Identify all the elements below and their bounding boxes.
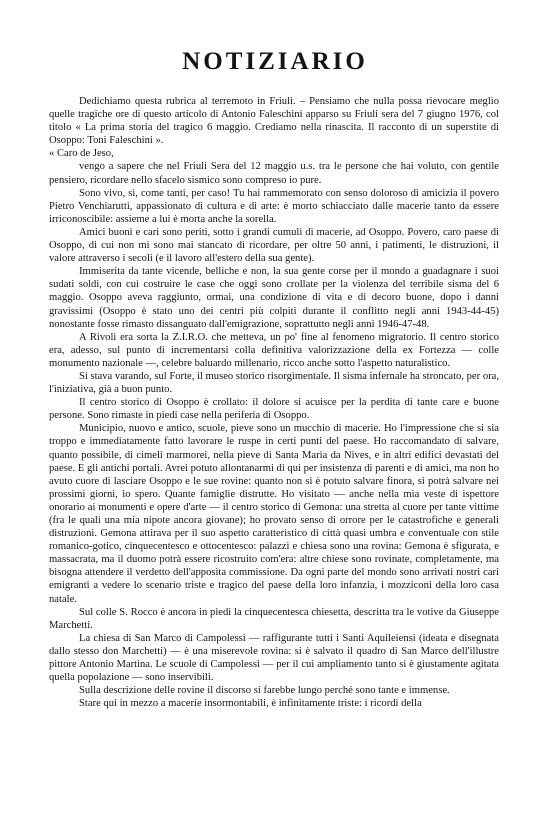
salutation: « Caro de Jeso, <box>49 148 114 160</box>
body-paragraph: Sono vivo, sì, come tanti, per caso! Tu hai rammemorato con senso doloroso di amicizia il povero Pietro Venchiarutti, appassionato di cultura e di arte: è morto schiacciato dalle macerie tanto da essere irriconoscibile: assieme a lui è morta anche la sorella. <box>49 187 499 225</box>
body-paragraph: La chiesa di San Marco di Campolessi — raffigurante tutti i Santi Aquileiensi (ideata e disegnata dallo stesso don Marchetti) — è una miserevole rovina: si è salvato il quadro di San Marco dell'illustre pittore Antonio Martina. Le scuole di Campolessi — per il cui ampliamento tanto si è giustamente agitata quella popolazione — sono inservibili. <box>49 632 499 684</box>
body-paragraph: Sul colle S. Rocco è ancora in piedi la cinquecentesca chiesetta, descritta tra le votive da Giuseppe Marchetti. <box>49 606 499 631</box>
body-paragraph: Amici buoni e cari sono periti, sotto i grandi cumuli di macerie, ad Osoppo. Povero, caro paese di Osoppo, di cui non mi sono mai stancato di ricordare, per oltre 50 anni, i patimenti, le distruzioni, il valore attraverso i secoli (e il lavoro all'estero della sua gente). <box>49 226 499 265</box>
body-paragraph: Immiserita da tante vicende, belliche e non, la sua gente corse per il mondo a guadagnare i suoi sudati soldi, con cui costruire le case che oggi sono crollate per la violenza del terribile sisma del 6 maggio. Osoppo aveva raggiunto, ormai, una condizione di vita e di decoro buone, dopo i danni gravissimi (Osoppo è stato uno dei centri più colpiti durante il conflitto negli anni 1943-44-45) nonostante fosse rimasto dissanguato dall'emigrazione, soprattutto negli anni 1946-47-48. <box>49 266 499 330</box>
intro-paragraph: Dedichiamo questa rubrica al terremoto in Friuli. – Pensiamo che nulla possa rievocare meglio quelle tragiche ore di questo articolo di Antonio Faleschini apparso su Friuli sera del 7 giugno 1976, col titolo « La prima storia del tragico 6 maggio. Crediamo nella rinascita. Il racconto di un superstite di Osoppo: Toni Faleschini ». <box>49 96 499 147</box>
page-title: NOTIZIARIO <box>182 48 368 75</box>
body-paragraph: Stare qui in mezzo a macerie insormontabili, è infinitamente triste: i ricordi della <box>79 698 422 710</box>
body-paragraph: Municipio, nuovo e antico, scuole, pieve sono un mucchio di macerie. Ho l'impressione che si sia troppo e immediatamente fatto lavorare le ruspe in certi punti del paese. Ho raccomandato di salvare, quanto possibile, di cimeli marmorei, nella pieve di Santa Maria da Nives, e in altri edifici devastati del paese. E gli antichi portali. Avrei potuto allontanarmi di qui per insistenza di parenti e di amici, ma non ho avuto cuore di lasciare Osoppo e le sue rovine: quanto non si è potuto salvare finora, si potrà salvare nei prossimi giorni, io spero. Quante famiglie distrutte. Ho visitato — anche nella mia veste di ispettore onorario ai monumenti e opere d'arte — il centro storico di Gemona: una stretta al cuore per tante vittime (fra le quali una mia nipote ancora giovane); ho provato senso di orrore per le catastrofiche e generali distruzioni. Gemona attirava per il suo aspetto caratteristico di città quasi umbra e conventuale con stile romanico-gotico, cinquecentesco e ottocentesco: palazzi e chiesa sono una rovina: Gemona è sfigurata, e massacrata, ma il duomo potrà essere ricostruito com'era: altre chiese sono rovinate, completamente, ma bisogna attendere il verdetto dell'apposita commissione. Da ogni parte del mondo sono arrivati nostri cari emigranti a vedere lo scenario triste e tragico del paese della loro infanzia, i mozziconi della loro casa natale. <box>49 423 499 605</box>
body-paragraph: Il centro storico di Osoppo è crollato: il dolore si acuisce per la perdita di tante care e buone persone. Sono rimaste in piedi case nella periferia di Osoppo. <box>49 397 499 422</box>
body-paragraph: vengo a sapere che nel Friuli Sera del 12 maggio u.s. tra le persone che hai voluto, con gentile pensiero, ricordare nello sfacelo sismico sono compreso io pure. <box>49 161 499 186</box>
body-paragraph: A Rivoli era sorta la Z.I.R.O. che metteva, un po' fine al fenomeno migratorio. Il centro storico era, adesso, sul punto di incrementarsi colla definitiva valorizzazione della ex Fortezza — colle monumento nazionale —, celebre baluardo millenario, ricco anche sotto l'aspetto naturalistico. <box>49 331 499 369</box>
article-body <box>49 95 499 710</box>
body-paragraph: Si stava varando, sul Forte, il museo storico risorgimentale. Il sisma infernale ha stroncato, per ora, l'iniziativa, già a buon punto. <box>49 370 499 396</box>
body-paragraph: Sulla descrizione delle rovine il discorso si farebbe lungo perché sono tante e immense. <box>79 685 450 697</box>
